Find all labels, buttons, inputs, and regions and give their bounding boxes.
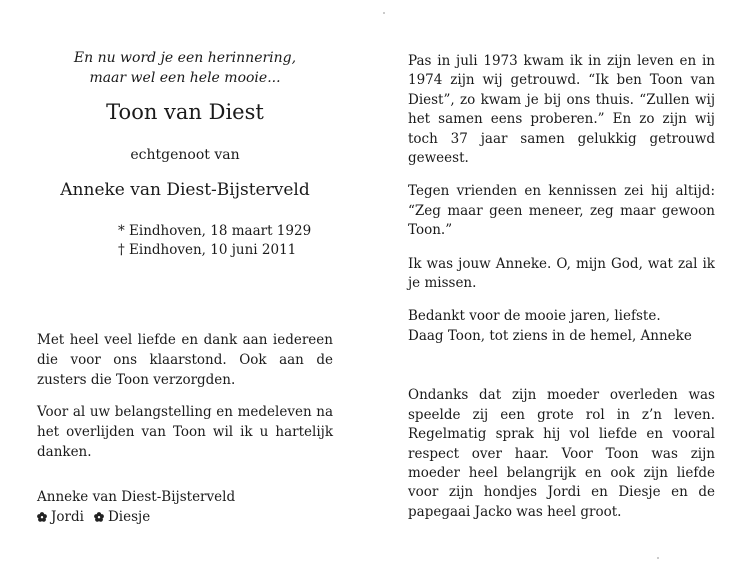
- signature-block: [37, 487, 235, 527]
- spouse-name: Anneke van Diest-Bijsterveld: [60, 180, 310, 200]
- children-list: [37, 507, 235, 527]
- poem-line-2: maar wel een hele mooie...: [89, 70, 281, 86]
- child-item: [37, 507, 84, 527]
- story-paragraph-1: Pas in juli 1973 kwam ik in zijn leven en in 1974 zijn wij getrouwd. “Ik ben Toon van Diest”, zo kwam je bij ons thuis. “Zullen wij het samen eens proberen.” En zo zijn wij toch 37 jaar samen gelukkig getrouwd geweest.: [408, 53, 715, 167]
- paper-speck: [383, 12, 385, 14]
- birth-date: * Eindhoven, 18 maart 1929: [118, 223, 312, 239]
- death-date: † Eindhoven, 10 juni 2011: [118, 242, 297, 258]
- thanks-text: [37, 330, 333, 474]
- flower-icon: [94, 512, 104, 522]
- story-text: [408, 52, 715, 536]
- thanks-paragraph-2: Voor al uw belangstelling en medeleven na het overlijden van Toon wil ik u hartelijk danken.: [37, 404, 333, 460]
- poem: [40, 48, 330, 88]
- closing-line-2: Daag Toon, tot ziens in de hemel, Anneke: [408, 327, 692, 344]
- child-name: Diesje: [107, 509, 151, 525]
- signature-name: Anneke van Diest-Bijsterveld: [37, 489, 236, 505]
- relation-label: echtgenoot van: [130, 147, 240, 163]
- right-panel: [370, 0, 735, 568]
- child-item: [94, 507, 150, 527]
- mother-paragraph: Ondanks dat zijn moeder overleden was speelde zij een grote rol in z’n leven. Regelmatig sprak hij vol liefde en vooral respect over haar. Voor Toon was zijn moeder heel belangrijk en ook zijn liefde voor zijn hondjes Jordi en Diesje en de papegaai Jacko was heel groot.: [408, 387, 715, 520]
- story-paragraph-2: Tegen vrienden en kennissen zei hij altijd: “Zeg maar geen meneer, zeg maar gewoon Toon.”: [408, 183, 715, 239]
- poem-line-1: En nu word je een herinnering,: [73, 50, 297, 66]
- thanks-paragraph-1: Met heel veel liefde en dank aan iedereen die voor ons klaarstond. Ook aan de zusters die Toon verzorgden.: [37, 332, 333, 388]
- life-dates: [118, 222, 311, 260]
- closing-lines: [408, 307, 715, 346]
- child-name: Jordi: [51, 509, 84, 525]
- deceased-name: Toon van Diest: [106, 100, 264, 124]
- closing-line-1: Bedankt voor de mooie jaren, liefste.: [408, 308, 661, 325]
- story-paragraph-3: Ik was jouw Anneke. O, mijn God, wat zal ik je missen.: [408, 255, 715, 292]
- flower-icon: [37, 512, 47, 522]
- paper-speck: [657, 557, 659, 559]
